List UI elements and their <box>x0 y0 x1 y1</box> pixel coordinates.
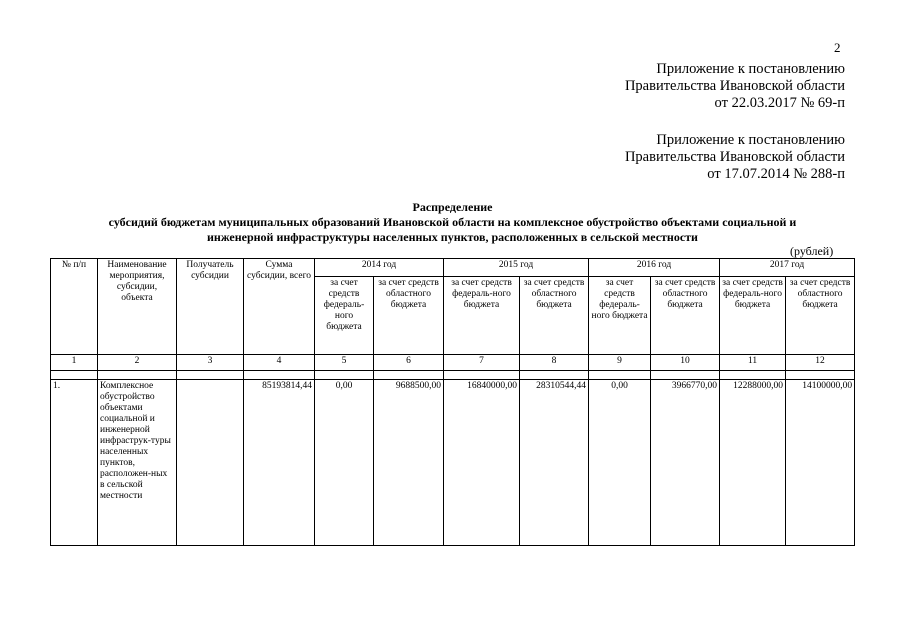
document-title <box>50 200 855 245</box>
subsidy-table <box>50 258 855 546</box>
annex-line: от 22.03.2017 № 69-п <box>714 95 845 111</box>
units-label: (рублей) <box>790 244 834 258</box>
row-2014-federal: 0,00 <box>315 380 374 546</box>
column-number: 3 <box>177 355 244 371</box>
header-year: 2016 год <box>589 259 720 277</box>
column-number: 6 <box>374 355 444 371</box>
header-regional: за счет средств областного бюджета <box>786 277 855 355</box>
row-name: Комплексное обустройство объектами социальной и инженерной инфраструк-туры населенных пунктов, расположен-ных в сельской местности <box>98 380 177 546</box>
header-total: Сумма субсидии, всего <box>244 259 315 355</box>
column-number: 12 <box>786 355 855 371</box>
row-2015-federal: 16840000,00 <box>444 380 520 546</box>
column-number: 11 <box>720 355 786 371</box>
header-federal: за счет средств федераль-ного бюджета <box>315 277 374 355</box>
annex-line: Правительства Ивановской области <box>624 149 845 165</box>
header-recipient: Получатель субсидии <box>177 259 244 355</box>
header-federal: за счет средств федераль-ного бюджета <box>444 277 520 355</box>
page-number: 2 <box>834 40 841 55</box>
header-year: 2014 год <box>315 259 444 277</box>
column-number: 5 <box>315 355 374 371</box>
header-federal: за счет средств федераль-ного бюджета <box>589 277 651 355</box>
header-num: № п/п <box>51 259 98 355</box>
row-recipient <box>177 380 244 546</box>
annex-header-current <box>625 61 845 112</box>
header-regional: за счет средств областного бюджета <box>520 277 589 355</box>
title-line: субсидий бюджетам муниципальных образований Ивановской области на комплексное обустройство объектами социальной и <box>108 215 797 229</box>
spacer-row <box>51 371 855 380</box>
header-row-years <box>51 259 855 277</box>
row-num: 1. <box>51 380 98 546</box>
header-year: 2017 год <box>720 259 855 277</box>
header-federal: за счет средств федераль-ного бюджета <box>720 277 786 355</box>
header-regional: за счет средств областного бюджета <box>374 277 444 355</box>
column-number: 2 <box>98 355 177 371</box>
row-2015-regional: 28310544,44 <box>520 380 589 546</box>
column-number: 4 <box>244 355 315 371</box>
row-2014-regional: 9688500,00 <box>374 380 444 546</box>
header-name: Наименование мероприятия, субсидии, объекта <box>98 259 177 355</box>
column-number: 1 <box>51 355 98 371</box>
row-2016-regional: 3966770,00 <box>651 380 720 546</box>
column-number-row <box>51 355 855 371</box>
header-year: 2015 год <box>444 259 589 277</box>
row-total: 85193814,44 <box>244 380 315 546</box>
row-2017-regional: 14100000,00 <box>786 380 855 546</box>
header-regional: за счет средств областного бюджета <box>651 277 720 355</box>
annex-header-original <box>625 132 845 183</box>
row-2017-federal: 12288000,00 <box>720 380 786 546</box>
table-row <box>51 380 855 546</box>
column-number: 10 <box>651 355 720 371</box>
title-line: Распределение <box>412 200 493 214</box>
column-number: 7 <box>444 355 520 371</box>
row-2016-federal: 0,00 <box>589 380 651 546</box>
annex-line: Приложение к постановлению <box>656 132 845 148</box>
column-number: 8 <box>520 355 589 371</box>
annex-line: Правительства Ивановской области <box>624 78 845 94</box>
column-number: 9 <box>589 355 651 371</box>
annex-line: Приложение к постановлению <box>656 61 845 77</box>
title-line: инженерной инфраструктуры населенных пунктов, расположенных в сельской местности <box>207 230 698 244</box>
annex-line: от 17.07.2014 № 288-п <box>707 166 845 182</box>
